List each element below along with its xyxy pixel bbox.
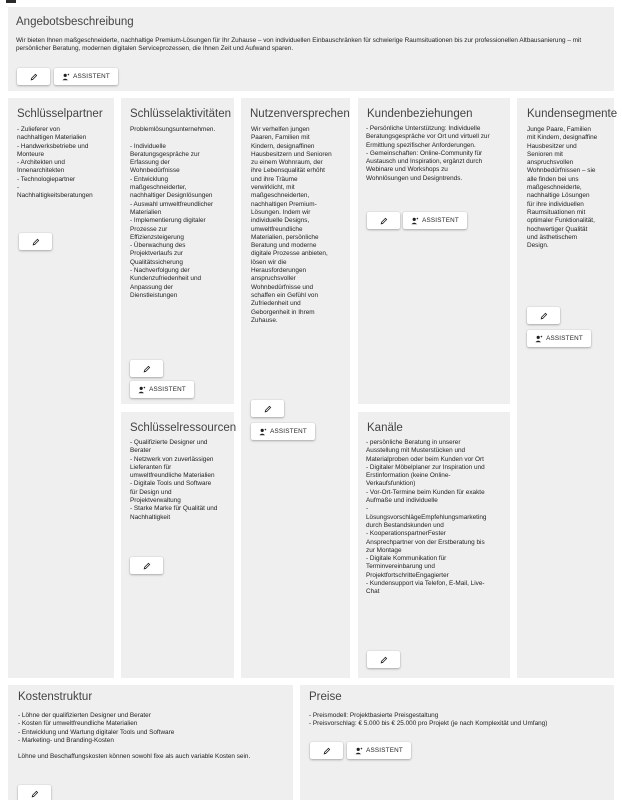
customer-segments-assistant-button[interactable] [527, 330, 591, 347]
pricing-panel [300, 685, 614, 800]
pencil-icon [380, 217, 388, 225]
key-activities-assistant-label: ASSISTENT [149, 386, 186, 393]
pencil-icon [31, 790, 39, 798]
key-resources-title: Schlüsselressourcen [130, 422, 237, 434]
customer-segments-edit-button[interactable] [527, 307, 560, 324]
pricing-text: - Preismodell: Projektbasierte Preisgestaltung - Preisvorschlag: € 5.000 bis € 25.000 pro Projekt (je nach Komplexität und Umfang) [309, 712, 548, 728]
channels-panel [358, 412, 510, 678]
header-fragment [6, 0, 16, 3]
pencil-icon [380, 656, 388, 664]
customer-relationships-panel [358, 98, 510, 404]
value-proposition-text: Wir verhelfen jungen Paaren, Familien mit Kindern, designaffinen Hausbesitzern und Senioren zu einem Wohnraum, der ihre Lebensqualität erhöht und ihre Träume verwirklicht, mit maßgeschneiderten, nachhaltigen Premium- Lösungen. Indem wir individuelle Designs, umweltfreundliche Materialien, persönliche Beratung und moderne digitale Prozesse anbieten, lösen wir die Herausforderungen anspruchsvoller Wohnbedürfnisse und schaffen ein Gefühl von Zufriedenheit und Geborgenheit in Ihrem Zuhause. [251, 126, 332, 324]
value-proposition-assistant-button[interactable] [251, 423, 315, 440]
key-resources-text: - Qualifizierte Designer und Berater - Netzwerk von zuverlässigen Lieferanten für umweltfreundliche Materialien - Digitale Tools und Software für Design und Projektverwaltung - Starke Marke für Qualität und Nachhaltigkeit [130, 439, 218, 521]
value-proposition-edit-button[interactable] [251, 400, 284, 417]
pricing-assistant-button[interactable] [347, 742, 411, 759]
offer-edit-button[interactable] [17, 68, 50, 85]
pricing-title: Preise [309, 691, 342, 703]
customer-relationships-edit-button[interactable] [367, 212, 400, 229]
key-activities-edit-button[interactable] [130, 360, 163, 377]
offer-panel [8, 7, 614, 91]
key-resources-edit-button[interactable] [130, 557, 163, 574]
key-activities-assistant-button[interactable] [130, 381, 194, 398]
offer-text: Wir bieten Ihnen maßgeschneiderte, nachhaltige Premium-Lösungen für Ihr Zuhause – von individuellen Einbauschränken für schwierige Raumsituationen bis zur professionellen Altbausanierung – mit persönlicher Beratung, modernen digitalen Serviceprozessen, die Ihnen Zeit und Aufwand sparen. [16, 37, 582, 53]
key-partners-text: - Zulieferer von nachhaltigen Materialien - Handwerksbetriebe und Monteure - Architekten und Innenarchitekten - Technologiepartner - Nachhaltigkeitsberatungen [17, 126, 93, 200]
key-partners-title: Schlüsselpartner [17, 108, 103, 120]
pencil-icon [323, 747, 331, 755]
offer-assistant-label: ASSISTENT [73, 73, 110, 80]
cost-structure-title: Kostenstruktur [18, 691, 93, 703]
cost-structure-text: - Löhne der qualifizierten Designer und Berater - Kosten für umweltfreundliche Materialien - Entwicklung und Wartung digitaler Tools und Software - Marketing- und Branding-Kosten Löhne und Beschaffungskosten können sowohl fixe als auch variable Kosten sein. [18, 712, 251, 761]
channels-edit-button[interactable] [367, 651, 400, 668]
key-activities-text: Problemlösungsunternehmen. - Individuelle Beratungsgespräche zur Erfassung der Wohnbedürfnisse - Entwicklung maßgeschneiderter, nachhaltiger Designlösungen - Auswahl umweltfreundlicher Materialien - Implementierung digitaler Prozesse zur Effizienzsteigerung - Überwachung des Projektverlaufs zur Qualitätssicherung - Nachverfolgung der Kundenzufriedenheit und Anpassung der Dienstleistungen [130, 126, 216, 299]
assistant-person-icon [355, 747, 363, 755]
key-partners-edit-button[interactable] [19, 233, 52, 250]
pricing-assistant-label: ASSISTENT [366, 747, 403, 754]
cost-structure-edit-button[interactable] [18, 785, 51, 800]
assistant-person-icon [138, 386, 146, 394]
key-activities-title: Schlüsselaktivitäten [130, 108, 231, 120]
customer-relationships-text: - Persönliche Unterstützung: Individuelle Beratungsgespräche vor Ort und virtuell zur Ermittlung spezifischer Anforderungen. - Gemeinschaften: Online-Community für Austausch und Inspiration, ergänzt durch Webinare und Workshops zu Wohnlösungen und Designtrends. [366, 125, 490, 182]
assistant-person-icon [535, 335, 543, 343]
pencil-icon [32, 238, 40, 246]
offer-title: Angebotsbeschreibung [16, 16, 134, 28]
customer-segments-assistant-label: ASSISTENT [546, 335, 583, 342]
customer-segments-title: Kundensegmente [527, 108, 618, 120]
assistant-person-icon [259, 428, 267, 436]
customer-segments-text: Junge Paare, Familien mit Kindern, designaffine Hausbesitzer und Senioren mit anspruchsvollen Wohnbedürfnissen – sie alle finden bei uns maßgeschneiderte, nachhaltige Lösungen für ihre individuellen Raumsituationen mit optimaler Funktionalität, hochwertiger Qualität und ästhetischem Design. [527, 126, 598, 250]
customer-relationships-title: Kundenbeziehungen [367, 108, 473, 120]
channels-text: - persönliche Beratung in unserer Ausstellung mit Musterstücken und Materialproben oder beim Kunden vor Ort - Digitaler Möbelplaner zur Inspiration und Erstinformation (keine Online- Verkaufsfunktion) - Vor-Ort-Termine beim Kunden für exakte Aufmaße und individuelle - LösungsvorschlägeEmpfehlungsmarketing durch Bestandskunden und - KooperationspartnerFester Ansprechpartner von der Erstberatung bis zur Montage - Digitale Kommunikation für Terminvereinbarung und ProjektfortschritteEngagierter - Kundensupport via Telefon, E-Mail, Live- Chat [366, 439, 487, 596]
cost-structure-panel [8, 685, 293, 800]
channels-title: Kanäle [367, 422, 403, 434]
value-proposition-title: Nutzenversprechen [250, 108, 350, 120]
key-partners-panel [8, 98, 114, 678]
pricing-edit-button[interactable] [310, 742, 343, 759]
key-resources-panel [121, 412, 237, 678]
customer-relationships-assistant-label: ASSISTENT [422, 217, 459, 224]
pencil-icon [264, 405, 272, 413]
pencil-icon [143, 562, 151, 570]
pencil-icon [540, 312, 548, 320]
customer-segments-panel [517, 98, 618, 678]
pencil-icon [143, 365, 151, 373]
assistant-person-icon [62, 73, 70, 81]
value-proposition-panel [241, 98, 350, 678]
pencil-icon [30, 73, 38, 81]
customer-relationships-assistant-button[interactable] [403, 212, 467, 229]
assistant-person-icon [411, 217, 419, 225]
offer-assistant-button[interactable] [54, 68, 118, 85]
value-proposition-assistant-label: ASSISTENT [270, 428, 307, 435]
key-activities-panel [121, 98, 234, 404]
